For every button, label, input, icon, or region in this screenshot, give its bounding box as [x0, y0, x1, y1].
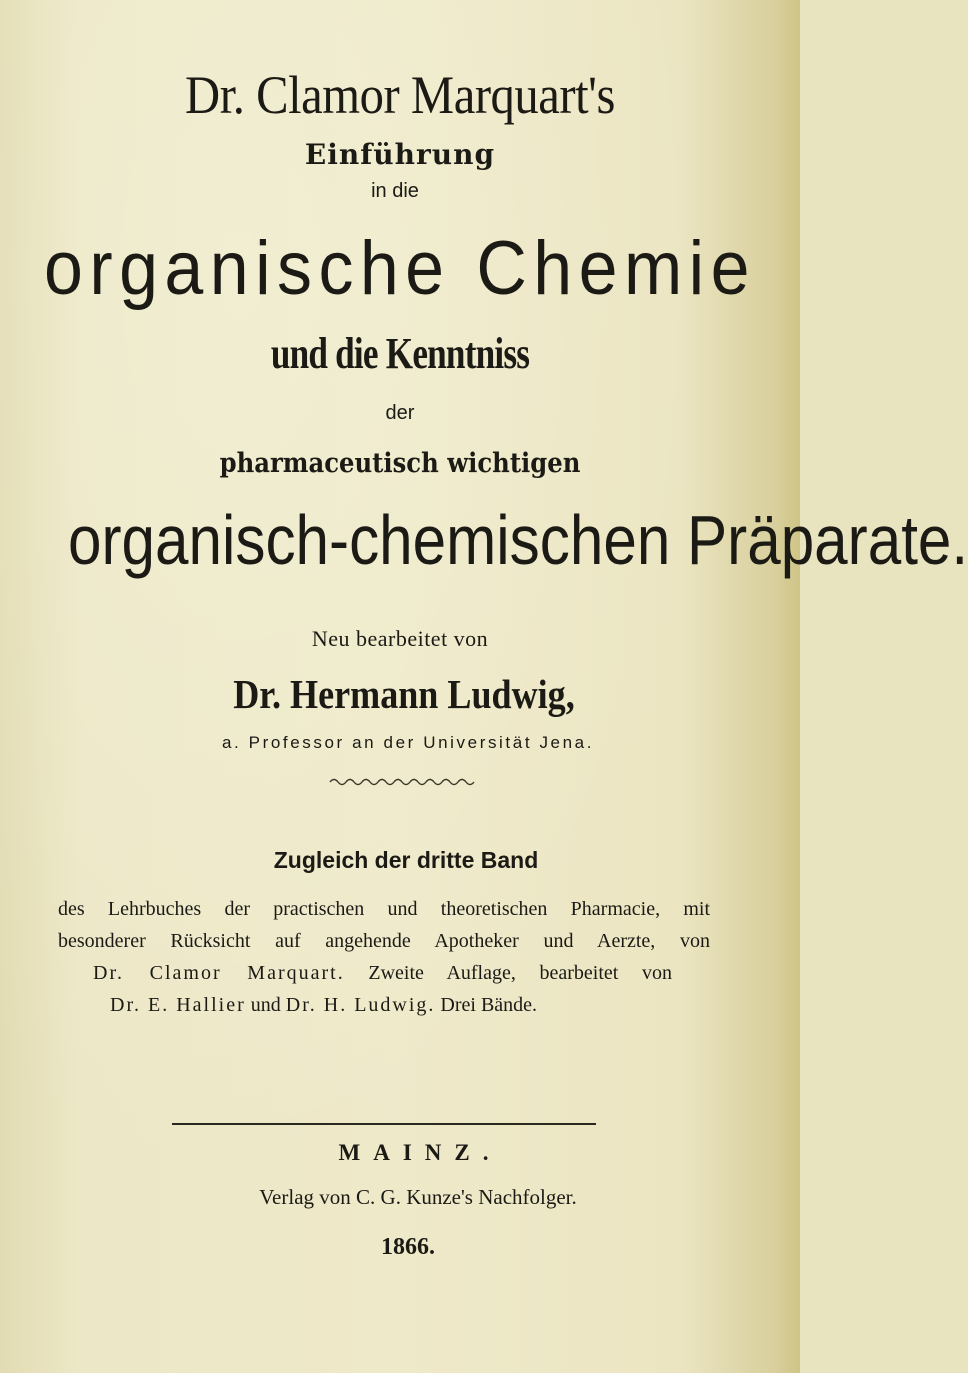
pharmaceutisch-heading: pharmaceutisch wichtigen — [219, 448, 581, 479]
und-die-kenntniss: und die Kenntniss — [270, 329, 530, 378]
hallier-name: Dr. E. Hallier — [110, 994, 246, 1016]
einfuehrung-heading: Einführung — [304, 138, 496, 171]
description-line-3-rest: Zweite Auflage, bearbeitet von — [368, 962, 673, 984]
description-line-4 — [58, 989, 710, 1021]
publisher-line: Verlag von C. G. Kunze's Nachfolger. — [259, 1185, 577, 1209]
description-line-4-rest: Drei Bände. — [440, 994, 538, 1016]
description-line-2: besonderer Rücksicht auf angehende Apotheker und Aerzte, von — [58, 930, 710, 952]
description-paragraph — [58, 893, 710, 1021]
main-title: organische Chemie — [44, 226, 756, 311]
zugleich-heading: Zugleich der dritte Band — [273, 847, 539, 873]
in-die-text: in die — [371, 180, 419, 202]
und-word: und — [250, 994, 281, 1016]
description-line-1: des Lehrbuches der practischen und theoretischen Pharmacie, mit — [58, 898, 710, 920]
description-line-3 — [58, 957, 710, 989]
editor-position: a. Professor an der Universität Jena. — [221, 733, 595, 752]
publication-year: 1866. — [381, 1234, 435, 1260]
neu-bearbeitet-text: Neu bearbeitet von — [311, 626, 489, 651]
praeparate-title: organisch-chemischen Präparate. — [68, 501, 968, 579]
wavy-ornament — [328, 776, 478, 788]
der-text: der — [385, 402, 415, 424]
ludwig-name: Dr. H. Ludwig. — [285, 994, 436, 1016]
editor-name: Dr. Hermann Ludwig, — [233, 671, 575, 717]
author-heading: Dr. Clamor Marquart's — [185, 65, 615, 125]
author-name-spaced: Dr. Clamor Marquart. — [93, 962, 345, 984]
city-name: MAINZ. — [338, 1140, 502, 1165]
horizontal-rule — [172, 1123, 596, 1125]
